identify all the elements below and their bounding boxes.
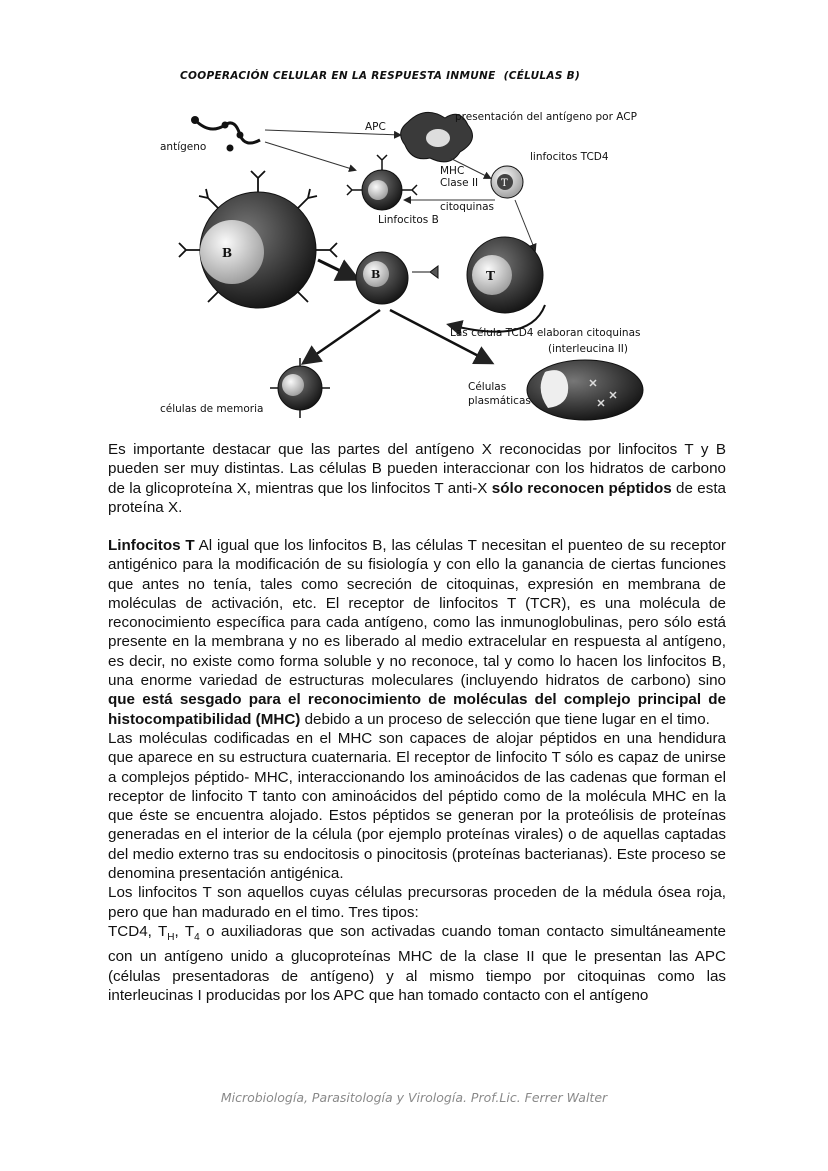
plasma-cell-icon [527,360,643,420]
p2-text: Al igual que los linfocitos B, las células T necesitan el puenteo de su receptor antigénico para la modificación de su fisiología y con ello la ganancia de ciertas funciones que antes no tenía, tales como secreción de citoquinas, expresión en membrana de moléculas de activación, etc. El receptor de linfocitos T (TCR), es una molécula de reconocimiento específica para cada antígeno, como las inmunoglobulinas, pero sólo está presente en la membrana y no es liberado al medio extracelular en respuesta al antígeno, es decir, no existe como forma soluble y no reconoce, tal y como lo hacen los linfocitos B, una enorme variedad de estructuras moleculares (incluyendo hidratos de carbono) sino [108,537,726,690]
t-middle-letter: T [486,269,495,283]
label-citoquinas: citoquinas [440,201,495,213]
label-mhc: MHC [440,165,465,177]
small-t-cell-icon [491,166,523,198]
label-clase-ii: Clase II [440,177,479,189]
label-apc: APC [365,121,386,133]
p1-end: de esta proteína X. [108,479,726,516]
p5-sub-h: H [167,931,175,943]
b-large-letter: B [222,246,233,260]
label-linfocitos-b: Linfocitos B [378,214,439,226]
large-b-cell-icon [179,171,337,308]
middle-b-cell-icon [356,252,408,304]
b-middle-letter: B [371,268,381,281]
t-small-letter: T [501,178,508,189]
label-presentacion: presentación del antígeno por ACP [455,111,637,123]
page-footer: Microbiología, Parasitología y Virología. Prof.Lic. Ferrer Walter [220,1090,608,1105]
p5-c: o auxiliadoras que son activadas cuando toman contacto simultáneamente con un antígeno unido a glucoproteínas MHC de la clase II que le presentan las APC (células presentadoras de antígeno) y al mismo tiempo por citoquinas como las interleucinas I producidas por los APC que han tomado contacto con el antígeno [108,922,726,1004]
paragraph-tcd4 [108,922,726,1005]
memory-cell-icon [270,358,330,418]
title-sub: (CÉLULAS B) [503,70,581,82]
paragraph-mhc: Las moléculas codificadas en el MHC son capaces de alojar péptidos en una hendidura que aparece en su estructura cuaternaria. El receptor de linfocito T sólo es capaz de unirse a complejos péptido- MHC, interaccionando los aminoácidos de las cadenas que forman el receptor de linfocito T tanto con aminoácidos del péptido como de la molécula MHC en la que éste se encuentra alojado. Estos péptidos se generan por la proteólisis de proteínas generadas en el interior de la célula (por ejemplo proteínas virales) o de aquellas captadas del medio externo tras su endocitosis o pinocitosis (proteínas bacterianas). Este proceso se denomina presentación antigénica. [108,729,726,883]
p2-bold: que está sesgado para el reconocimiento de moléculas del complejo principal de histocompatibilidad (MHC) [108,691,726,728]
paragraph-intro [108,440,726,517]
label-interleucina: (interleucina II) [548,343,629,355]
title-main: COOPERACIÓN CELULAR EN LA RESPUESTA INMUNE [180,70,496,82]
middle-t-cell-icon [467,237,543,313]
immune-cooperation-diagram [150,100,655,430]
p5-sub-4: 4 [194,931,200,943]
p1-bold: sólo reconocen péptidos [491,479,672,497]
label-memoria: células de memoria [160,403,264,415]
paragraph-tipos: Los linfocitos T son aquellos cuyas células precursoras proceden de la médula ósea roja, pero que han madurado en el timo. Tres tipos: [108,884,726,921]
label-linfocitos-tcd4: linfocitos TCD4 [530,151,609,163]
page-title [180,70,580,82]
section-heading: Linfocitos T [108,537,195,554]
label-celulas: Células [468,381,507,393]
diagram-svg [150,100,655,430]
p1-text: Es importante destacar que las partes del antígeno X reconocidas por linfocitos T y B pueden ser muy distintas. Las células B pueden interaccionar con los hidratos de carbono de la glicoproteína X, mientras que los linfocitos T anti-X [108,441,726,497]
label-tcd4-elaboran: Las célula TCD4 elaboran citoquinas [450,327,641,339]
small-b-lymphocyte-icon [347,155,417,210]
label-plasmaticas: plasmáticas [468,395,531,407]
p5-a: TCD4, T [108,922,168,940]
p2-end: debido a un proceso de selección que tiene lugar en el timo. [300,710,710,728]
label-antigeno: antígeno [160,141,207,153]
section-linfocitos-t [108,536,726,1005]
p5-b: , T [174,922,195,940]
